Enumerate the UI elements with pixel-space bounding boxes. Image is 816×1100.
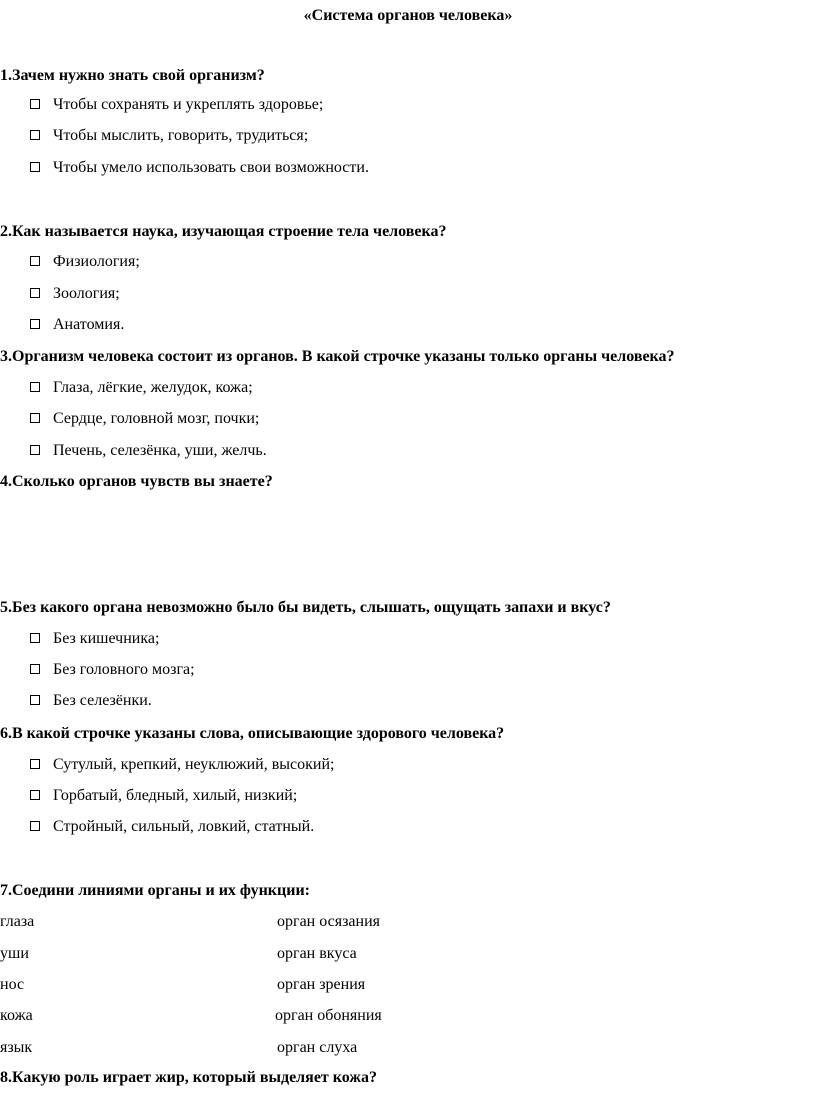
question-5: 5.Без какого органа невозможно было бы видеть, слышать, ощущать запахи и вкус? — [0, 599, 611, 616]
matching-function: орган вкуса — [277, 945, 357, 962]
option-label: Чтобы мыслить, говорить, трудиться; — [53, 127, 309, 144]
checkbox-icon[interactable] — [30, 445, 40, 455]
matching-organ: уши — [0, 945, 29, 962]
checkbox-icon[interactable] — [30, 130, 40, 140]
option-6-2[interactable] — [30, 786, 297, 806]
checkbox-icon[interactable] — [30, 319, 40, 329]
checkbox-icon[interactable] — [30, 664, 40, 674]
option-5-1[interactable] — [30, 629, 159, 649]
option-3-1[interactable] — [30, 378, 253, 398]
matching-function: орган слуха — [277, 1039, 358, 1056]
option-1-3[interactable] — [30, 158, 369, 178]
checkbox-icon[interactable] — [30, 162, 40, 172]
option-label: Горбатый, бледный, хилый, низкий; — [53, 787, 298, 804]
option-2-2[interactable] — [30, 284, 120, 304]
option-label: Без селезёнки. — [53, 692, 152, 709]
option-label: Без кишечника; — [53, 630, 160, 647]
option-label: Стройный, сильный, ловкий, статный. — [53, 818, 315, 835]
checkbox-icon[interactable] — [30, 759, 40, 769]
checkbox-icon[interactable] — [30, 382, 40, 392]
option-6-1[interactable] — [30, 755, 335, 775]
option-5-2[interactable] — [30, 660, 195, 680]
option-3-2[interactable] — [30, 409, 259, 429]
option-3-3[interactable] — [30, 441, 267, 461]
matching-organ: язык — [0, 1039, 33, 1056]
option-6-3[interactable] — [30, 817, 314, 837]
option-1-1[interactable] — [30, 95, 323, 115]
option-label: Анатомия. — [53, 316, 125, 333]
matching-function: орган обоняния — [275, 1007, 382, 1024]
matching-organ: нос — [0, 976, 25, 993]
matching-organ: глаза — [0, 913, 35, 930]
question-8: 8.Какую роль играет жир, который выделяет кожа? — [0, 1069, 377, 1086]
option-label: Сутулый, крепкий, неуклюжий, высокий; — [53, 756, 335, 773]
option-label: Сердце, головной мозг, почки; — [53, 410, 260, 427]
option-label: Глаза, лёгкие, желудок, кожа; — [53, 379, 253, 396]
option-2-3[interactable] — [30, 315, 124, 335]
checkbox-icon[interactable] — [30, 288, 40, 298]
checkbox-icon[interactable] — [30, 821, 40, 831]
checkbox-icon[interactable] — [30, 256, 40, 266]
option-2-1[interactable] — [30, 252, 140, 272]
option-5-3[interactable] — [30, 691, 152, 711]
option-label: Чтобы сохранять и укреплять здоровье; — [53, 96, 324, 113]
question-2: 2.Как называется наука, изучающая строение тела человека? — [0, 223, 447, 240]
option-label: Печень, селезёнка, уши, желчь. — [53, 442, 267, 459]
checkbox-icon[interactable] — [30, 633, 40, 643]
matching-organ: кожа — [0, 1007, 33, 1024]
checkbox-icon[interactable] — [30, 790, 40, 800]
question-7: 7.Соедини линиями органы и их функции: — [0, 882, 311, 899]
checkbox-icon[interactable] — [30, 99, 40, 109]
question-4: 4.Сколько органов чувств вы знаете? — [0, 473, 273, 490]
matching-function: орган осязания — [277, 913, 380, 930]
question-1: 1.Зачем нужно знать свой организм? — [0, 67, 265, 84]
worksheet-title: «Система органов человека» — [303, 7, 513, 24]
option-label: Без головного мозга; — [53, 661, 195, 678]
matching-function: орган зрения — [277, 976, 366, 993]
option-1-2[interactable] — [30, 126, 308, 146]
checkbox-icon[interactable] — [30, 413, 40, 423]
option-label: Физиология; — [53, 253, 140, 270]
option-label: Чтобы умело использовать свои возможности. — [53, 159, 369, 176]
question-3: 3.Организм человека состоит из органов. В какой строчке указаны только органы человека? — [0, 348, 675, 365]
checkbox-icon[interactable] — [30, 695, 40, 705]
option-label: Зоология; — [53, 285, 120, 302]
question-6: 6.В какой строчке указаны слова, описывающие здорового человека? — [0, 725, 505, 742]
